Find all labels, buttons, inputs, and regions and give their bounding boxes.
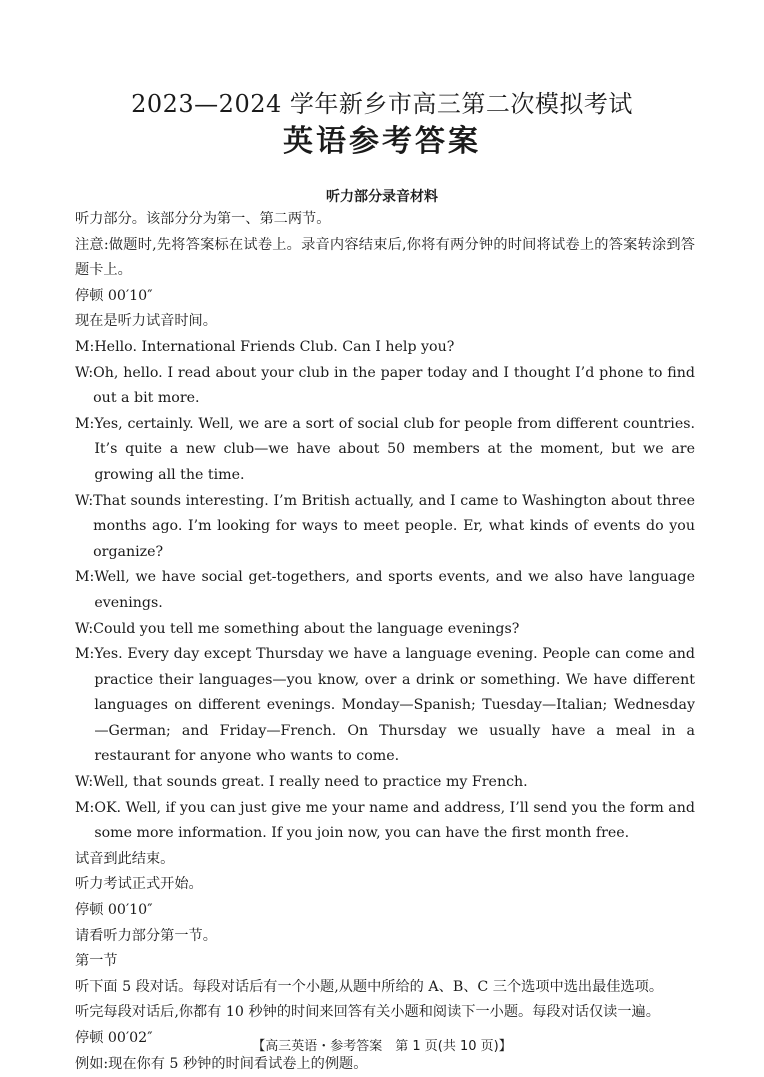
utterance: Hello. International Friends Club. Can I help you? [94, 338, 455, 355]
utterance: That sounds interesting. I’m British actually, and I came to Washington about three months ago. I’m looking for ways to meet people. Er, what kinds of events do you organize? [93, 492, 695, 560]
dialogue-turn [75, 642, 695, 770]
dialogue-turn [75, 412, 695, 489]
speaker-label: M: [75, 569, 95, 586]
exam-title: 2023—2024 学年新乡市高三第二次模拟考试 [131, 90, 633, 118]
utterance: Yes, certainly. Well, we are a sort of social club for people from different countries. It’s quite a new club—we have about 50 members at the moment, but we are growing all the time. [94, 415, 695, 483]
speaker-label: M: [75, 646, 95, 663]
transcript-body [75, 207, 695, 1077]
pause-marker: 停顿 00′02″ [75, 1030, 153, 1046]
exam-start: 听力考试正式开始。 [75, 876, 203, 893]
intro-note: 注意:做题时,先将答案标在试卷上。录音内容结束后,你将有两分钟的时间将试卷上的答案转涂到答题卡上。 [75, 236, 695, 279]
utterance: Well, that sounds great. I really need to practice my French. [93, 774, 528, 791]
dialogue-turn [75, 489, 695, 566]
intro-line: 听力部分。该部分分为第一、第二两节。 [75, 211, 331, 227]
section-heading: 听力部分录音材料 [326, 189, 438, 205]
page-footer: 【高三英语・参考答案 第 1 页(共 10 页)】 [252, 1039, 512, 1054]
utterance: OK. Well, if you can just give me your name and address, I’ll send you the form and some more information. If you join now, you can have the first month free. [94, 799, 695, 842]
utterance: Oh, hello. I read about your club in the paper today and I thought I’d phone to find out a bit more. [93, 364, 695, 407]
dialogue-turn [75, 335, 695, 361]
trial-end: 试音到此结束。 [75, 850, 175, 867]
example-line: 例如:现在你有 5 秒钟的时间看试卷上的例题。 [75, 1055, 368, 1072]
dialogue-turn [75, 796, 695, 847]
pause-marker: 停顿 00′10″ [75, 902, 153, 919]
instruction-line: 听完每段对话后,你都有 10 秒钟的时间来回答有关小题和阅读下一小题。每段对话仅读一遍。 [75, 1004, 660, 1021]
dialogue-turn [75, 565, 695, 616]
dialogue-turn [75, 770, 695, 796]
speaker-label: W: [75, 492, 94, 509]
speaker-label: M: [75, 338, 95, 355]
speaker-label: W: [75, 364, 94, 381]
dialogue-turn [75, 361, 695, 412]
part-one-prompt: 请看听力部分第一节。 [75, 927, 217, 944]
utterance: Yes. Every day except Thursday we have a language evening. People can come and practice their languages—you know, over a drink or something. We have different languages on different evenings. Monday—Spanish; Tuesday—Italian; Wednesday—German; and Friday—French. On Thursday we usually have a meal in a restaurant for anyone who wants to come. [94, 646, 695, 765]
speaker-label: W: [75, 774, 94, 791]
speaker-label: M: [75, 799, 95, 816]
pause-marker: 停顿 00′10″ [75, 287, 153, 304]
answer-key-title: 英语参考答案 [283, 124, 481, 159]
instruction-line: 听下面 5 段对话。每段对话后有一个小题,从题中所给的 A、B、C 三个选项中选出最佳选项。 [75, 978, 664, 995]
utterance: Could you tell me something about the language evenings? [93, 620, 520, 637]
speaker-label: W: [75, 620, 94, 637]
dialogue-turn [75, 617, 695, 643]
trial-start: 现在是听力试音时间。 [75, 313, 217, 330]
part-one-label: 第一节 [75, 953, 118, 970]
speaker-label: M: [75, 415, 95, 432]
utterance: Well, we have social get-togethers, and sports events, and we also have language evenings. [94, 569, 695, 611]
